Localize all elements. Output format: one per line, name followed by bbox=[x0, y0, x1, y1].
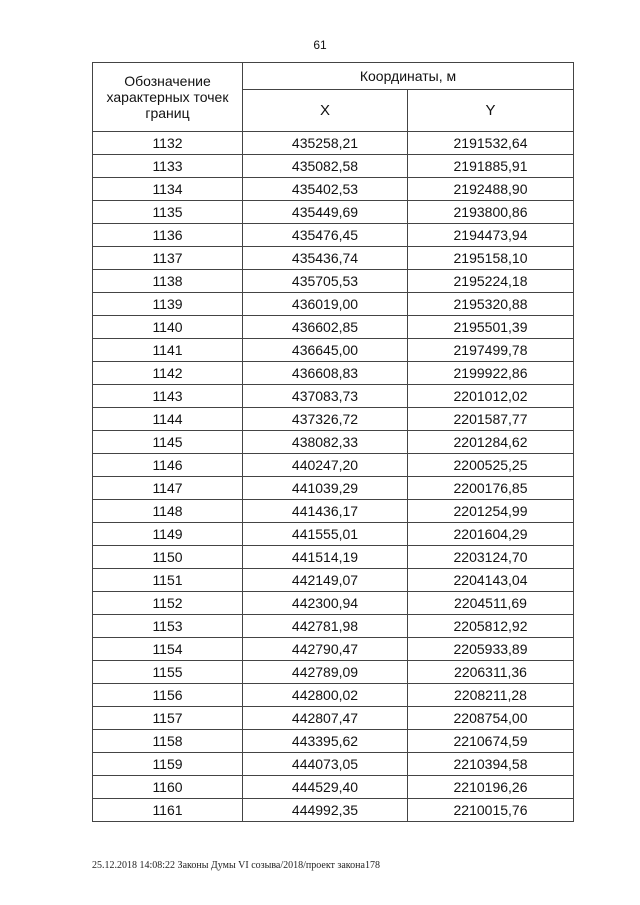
point-cell: 1157 bbox=[93, 707, 243, 730]
y-cell: 2210674,59 bbox=[408, 730, 574, 753]
y-cell: 2195501,39 bbox=[408, 316, 574, 339]
table-row bbox=[93, 477, 574, 500]
point-cell: 1150 bbox=[93, 546, 243, 569]
x-cell: 435258,21 bbox=[243, 132, 408, 155]
point-cell: 1134 bbox=[93, 178, 243, 201]
y-cell: 2197499,78 bbox=[408, 339, 574, 362]
x-cell: 435449,69 bbox=[243, 201, 408, 224]
y-cell: 2199922,86 bbox=[408, 362, 574, 385]
point-cell: 1138 bbox=[93, 270, 243, 293]
table-row bbox=[93, 615, 574, 638]
table-row bbox=[93, 523, 574, 546]
table-row bbox=[93, 707, 574, 730]
table-row bbox=[93, 753, 574, 776]
x-cell: 438082,33 bbox=[243, 431, 408, 454]
header-designation: Обозначение характерных точек границ bbox=[93, 63, 243, 132]
table-row bbox=[93, 316, 574, 339]
table-row bbox=[93, 270, 574, 293]
y-cell: 2193800,86 bbox=[408, 201, 574, 224]
point-cell: 1152 bbox=[93, 592, 243, 615]
y-cell: 2201284,62 bbox=[408, 431, 574, 454]
x-cell: 444073,05 bbox=[243, 753, 408, 776]
x-cell: 435705,53 bbox=[243, 270, 408, 293]
point-cell: 1137 bbox=[93, 247, 243, 270]
y-cell: 2195158,10 bbox=[408, 247, 574, 270]
point-cell: 1133 bbox=[93, 155, 243, 178]
y-cell: 2204143,04 bbox=[408, 569, 574, 592]
table-row bbox=[93, 799, 574, 822]
point-cell: 1135 bbox=[93, 201, 243, 224]
point-cell: 1151 bbox=[93, 569, 243, 592]
y-cell: 2201604,29 bbox=[408, 523, 574, 546]
x-cell: 441039,29 bbox=[243, 477, 408, 500]
y-cell: 2191532,64 bbox=[408, 132, 574, 155]
table-row bbox=[93, 730, 574, 753]
x-cell: 443395,62 bbox=[243, 730, 408, 753]
point-cell: 1155 bbox=[93, 661, 243, 684]
y-cell: 2210394,58 bbox=[408, 753, 574, 776]
x-cell: 442149,07 bbox=[243, 569, 408, 592]
y-cell: 2195224,18 bbox=[408, 270, 574, 293]
y-cell: 2200176,85 bbox=[408, 477, 574, 500]
y-cell: 2191885,91 bbox=[408, 155, 574, 178]
x-cell: 436645,00 bbox=[243, 339, 408, 362]
table-row bbox=[93, 661, 574, 684]
x-cell: 442800,02 bbox=[243, 684, 408, 707]
y-cell: 2208754,00 bbox=[408, 707, 574, 730]
page-number: 61 bbox=[313, 38, 327, 52]
y-cell: 2208211,28 bbox=[408, 684, 574, 707]
table-row bbox=[93, 776, 574, 799]
x-cell: 436608,83 bbox=[243, 362, 408, 385]
table-row bbox=[93, 293, 574, 316]
point-cell: 1147 bbox=[93, 477, 243, 500]
y-cell: 2194473,94 bbox=[408, 224, 574, 247]
header-x: X bbox=[243, 90, 408, 132]
table-row bbox=[93, 431, 574, 454]
point-cell: 1142 bbox=[93, 362, 243, 385]
header-coordinates: Координаты, м bbox=[243, 63, 574, 90]
table-row bbox=[93, 592, 574, 615]
table-row bbox=[93, 362, 574, 385]
x-cell: 442789,09 bbox=[243, 661, 408, 684]
point-cell: 1158 bbox=[93, 730, 243, 753]
table-row bbox=[93, 132, 574, 155]
y-cell: 2203124,70 bbox=[408, 546, 574, 569]
table-row bbox=[93, 224, 574, 247]
table-row bbox=[93, 247, 574, 270]
y-cell: 2210196,26 bbox=[408, 776, 574, 799]
x-cell: 441436,17 bbox=[243, 500, 408, 523]
x-cell: 442807,47 bbox=[243, 707, 408, 730]
x-cell: 442781,98 bbox=[243, 615, 408, 638]
point-cell: 1160 bbox=[93, 776, 243, 799]
x-cell: 437083,73 bbox=[243, 385, 408, 408]
header-y: Y bbox=[408, 90, 574, 132]
table-row bbox=[93, 201, 574, 224]
point-cell: 1149 bbox=[93, 523, 243, 546]
point-cell: 1144 bbox=[93, 408, 243, 431]
point-cell: 1161 bbox=[93, 799, 243, 822]
footer-stamp: 25.12.2018 14:08:22 Законы Думы VI созыва/2018/проект закона178 bbox=[92, 860, 380, 871]
table-body bbox=[93, 132, 574, 822]
point-cell: 1148 bbox=[93, 500, 243, 523]
y-cell: 2204511,69 bbox=[408, 592, 574, 615]
table-row bbox=[93, 155, 574, 178]
x-cell: 441514,19 bbox=[243, 546, 408, 569]
x-cell: 435476,45 bbox=[243, 224, 408, 247]
x-cell: 435082,58 bbox=[243, 155, 408, 178]
point-cell: 1139 bbox=[93, 293, 243, 316]
table-row bbox=[93, 569, 574, 592]
x-cell: 436019,00 bbox=[243, 293, 408, 316]
table-row bbox=[93, 408, 574, 431]
point-cell: 1145 bbox=[93, 431, 243, 454]
x-cell: 440247,20 bbox=[243, 454, 408, 477]
x-cell: 436602,85 bbox=[243, 316, 408, 339]
y-cell: 2201254,99 bbox=[408, 500, 574, 523]
table-row bbox=[93, 385, 574, 408]
x-cell: 442300,94 bbox=[243, 592, 408, 615]
x-cell: 444529,40 bbox=[243, 776, 408, 799]
point-cell: 1156 bbox=[93, 684, 243, 707]
table-row bbox=[93, 546, 574, 569]
y-cell: 2201012,02 bbox=[408, 385, 574, 408]
y-cell: 2195320,88 bbox=[408, 293, 574, 316]
x-cell: 435436,74 bbox=[243, 247, 408, 270]
y-cell: 2205933,89 bbox=[408, 638, 574, 661]
point-cell: 1136 bbox=[93, 224, 243, 247]
table-row bbox=[93, 638, 574, 661]
y-cell: 2200525,25 bbox=[408, 454, 574, 477]
y-cell: 2201587,77 bbox=[408, 408, 574, 431]
y-cell: 2210015,76 bbox=[408, 799, 574, 822]
y-cell: 2205812,92 bbox=[408, 615, 574, 638]
point-cell: 1154 bbox=[93, 638, 243, 661]
y-cell: 2192488,90 bbox=[408, 178, 574, 201]
table-row bbox=[93, 454, 574, 477]
x-cell: 441555,01 bbox=[243, 523, 408, 546]
y-cell: 2206311,36 bbox=[408, 661, 574, 684]
table-row bbox=[93, 339, 574, 362]
point-cell: 1141 bbox=[93, 339, 243, 362]
point-cell: 1143 bbox=[93, 385, 243, 408]
x-cell: 442790,47 bbox=[243, 638, 408, 661]
x-cell: 444992,35 bbox=[243, 799, 408, 822]
point-cell: 1132 bbox=[93, 132, 243, 155]
point-cell: 1159 bbox=[93, 753, 243, 776]
coordinates-table bbox=[92, 62, 574, 822]
point-cell: 1146 bbox=[93, 454, 243, 477]
x-cell: 435402,53 bbox=[243, 178, 408, 201]
point-cell: 1140 bbox=[93, 316, 243, 339]
table-row bbox=[93, 178, 574, 201]
point-cell: 1153 bbox=[93, 615, 243, 638]
x-cell: 437326,72 bbox=[243, 408, 408, 431]
table-row bbox=[93, 500, 574, 523]
table-row bbox=[93, 684, 574, 707]
